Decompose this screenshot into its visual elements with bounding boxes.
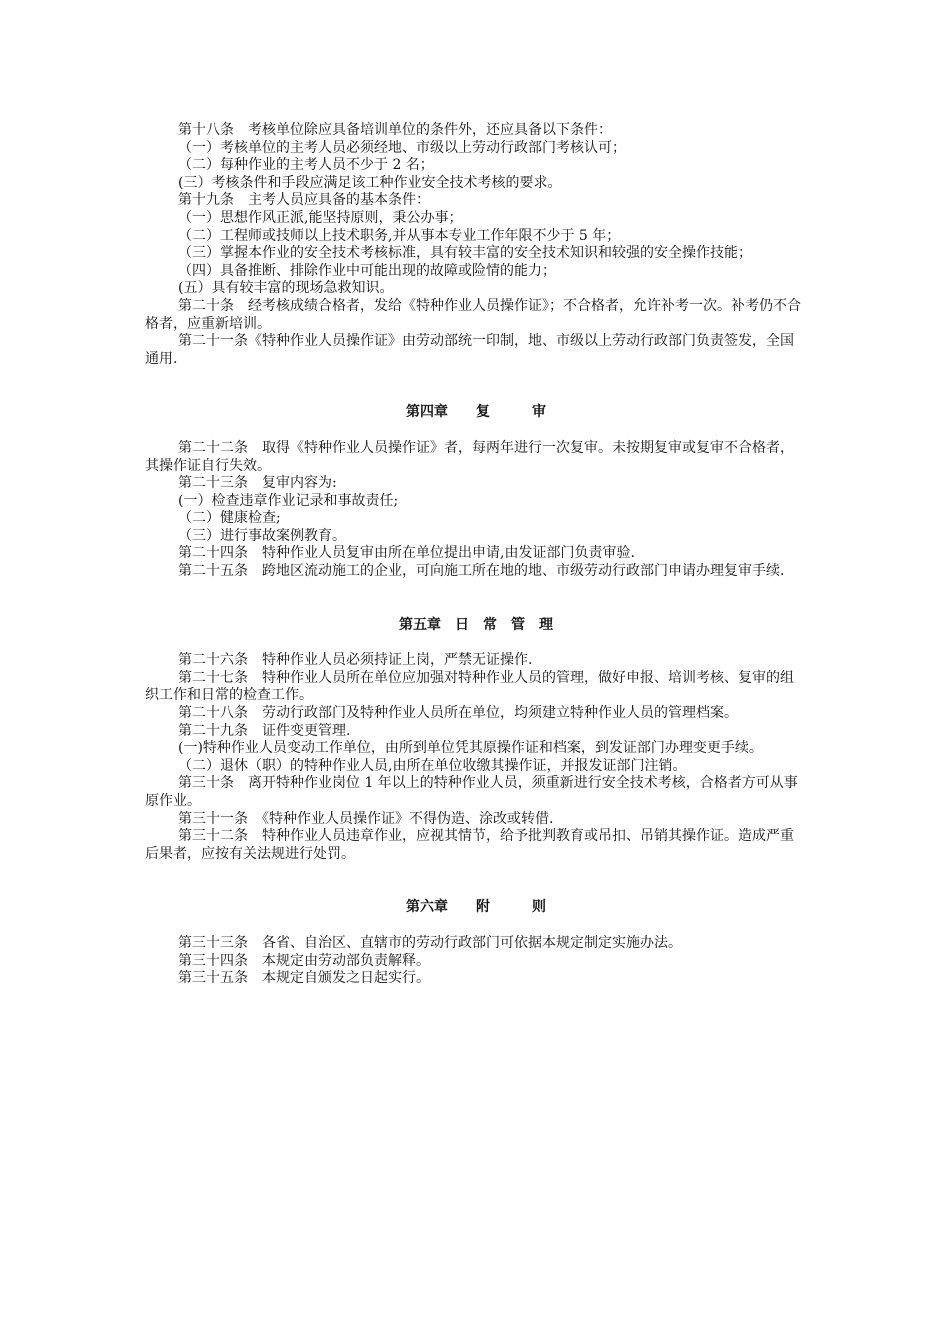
chapter-4-heading: 第四章 复 审: [406, 404, 546, 421]
article-27: 第二十七条 特种作业人员所在单位应加强对特种作业人员的管理，做好申报、培训考核、复审的组织工作和日常的检查工作。: [145, 669, 794, 704]
article-29-item-1: (一)特种作业人员变动工作单位，由所到单位凭其原操作证和档案，到发证部门办理变更手续。: [178, 740, 763, 757]
article-19-item-5: (五）具有较丰富的现场急救知识。: [178, 280, 394, 297]
chapter-6-heading: 第六章 附 则: [406, 899, 546, 916]
article-19-item-2: （二）工程师或技师以上技术职务,并从事本专业工作年限不少于 5 年；: [178, 227, 621, 244]
article-19-item-4: （四）具备推断、排除作业中可能出现的故障或险情的能力；: [178, 262, 556, 279]
document-page: [145, 122, 807, 988]
section-chapter-6: [145, 935, 807, 988]
article-23-item-1: (一）检查违章作业记录和事故责任;: [178, 492, 399, 509]
article-23-item-3: （三）进行事故案例教育。: [178, 527, 346, 544]
article-35: 第三十五条 本规定自颁发之日起实行。: [178, 970, 430, 987]
article-24: 第二十四条 特种作业人员复审由所在单位提出申请,由发证部门负责审验.: [178, 545, 635, 562]
chapter-5-heading: 第五章 日 常 管 理: [399, 616, 553, 633]
article-33: 第三十三条 各省、自治区、直辖市的劳动行政部门可依据本规定制定实施办法。: [178, 934, 682, 951]
article-29-item-2: （二）退休（职）的特种作业人员,由所在单位收缴其操作证，并报发证部门注销。: [178, 757, 687, 774]
article-19: 第十九条 主考人员应具备的基本条件：: [178, 192, 430, 209]
article-30: 第三十条 离开特种作业岗位 1 年以上的特种作业人员，须重新进行安全技术考核，合格者方可从事原作业。: [145, 775, 798, 809]
article-32: 第三十二条 特种作业人员违章作业，应视其情节，给予批判教育或吊扣、吊销其操作证。造成严重后果者，应按有关法规进行处罚。: [145, 828, 794, 862]
article-29: 第二十九条 证件变更管理.: [178, 722, 351, 739]
section-chapter-5: [145, 652, 807, 863]
article-18-item-2: （二）每种作业的主考人员不少于 2 名；: [178, 157, 434, 174]
article-21: 第二十一条《特种作业人员操作证》由劳动部统一印制，地、市级以上劳动行政部门负责签发，全国通用.: [145, 333, 794, 367]
article-34: 第三十四条 本规定由劳动部负责解释。: [178, 952, 430, 969]
article-28: 第二十八条 劳动行政部门及特种作业人员所在单位，均须建立特种作业人员的管理档案。: [178, 705, 738, 722]
article-26: 第二十六条 特种作业人员必须持证上岗，严禁无证操作.: [178, 652, 533, 669]
article-19-item-3: （三）掌握本作业的安全技术考核标准，具有较丰富的安全技术知识和较强的安全操作技能；: [178, 245, 752, 262]
article-19-item-1: （一）思想作风正派,能坚持原则，秉公办事；: [178, 209, 463, 226]
article-23-item-2: （二）健康检查;: [178, 510, 281, 527]
article-25: 第二十五条 跨地区流动施工的企业，可向施工所在地的地、市级劳动行政部门申请办理复审手续.: [178, 563, 785, 580]
article-20: 第二十条 经考核成绩合格者，发给《特种作业人员操作证》；不合格者，允许补考一次。补考仍不合格者，应重新培训。: [145, 297, 801, 332]
article-22: 第二十二条 取得《特种作业人员操作证》者，每两年进行一次复审。未按期复审或复审不合格者，其操作证自行失效。: [145, 439, 794, 474]
article-23: 第二十三条 复审内容为:: [178, 475, 337, 492]
article-18-item-3: (三）考核条件和手段应满足该工种作业安全技术考核的要求。: [178, 174, 562, 191]
article-18-item-1: （一）考核单位的主考人员必须经地、市级以上劳动行政部门考核认可；: [178, 139, 626, 156]
section-chapter-4: [145, 440, 807, 581]
section-chapter-3-continued: [145, 122, 807, 368]
article-31: 第三十一条 《特种作业人员操作证》不得伪造、涂改或转借.: [178, 810, 554, 827]
article-18: 第十八条 考核单位除应具备培训单位的条件外，还应具备以下条件：: [178, 122, 612, 138]
